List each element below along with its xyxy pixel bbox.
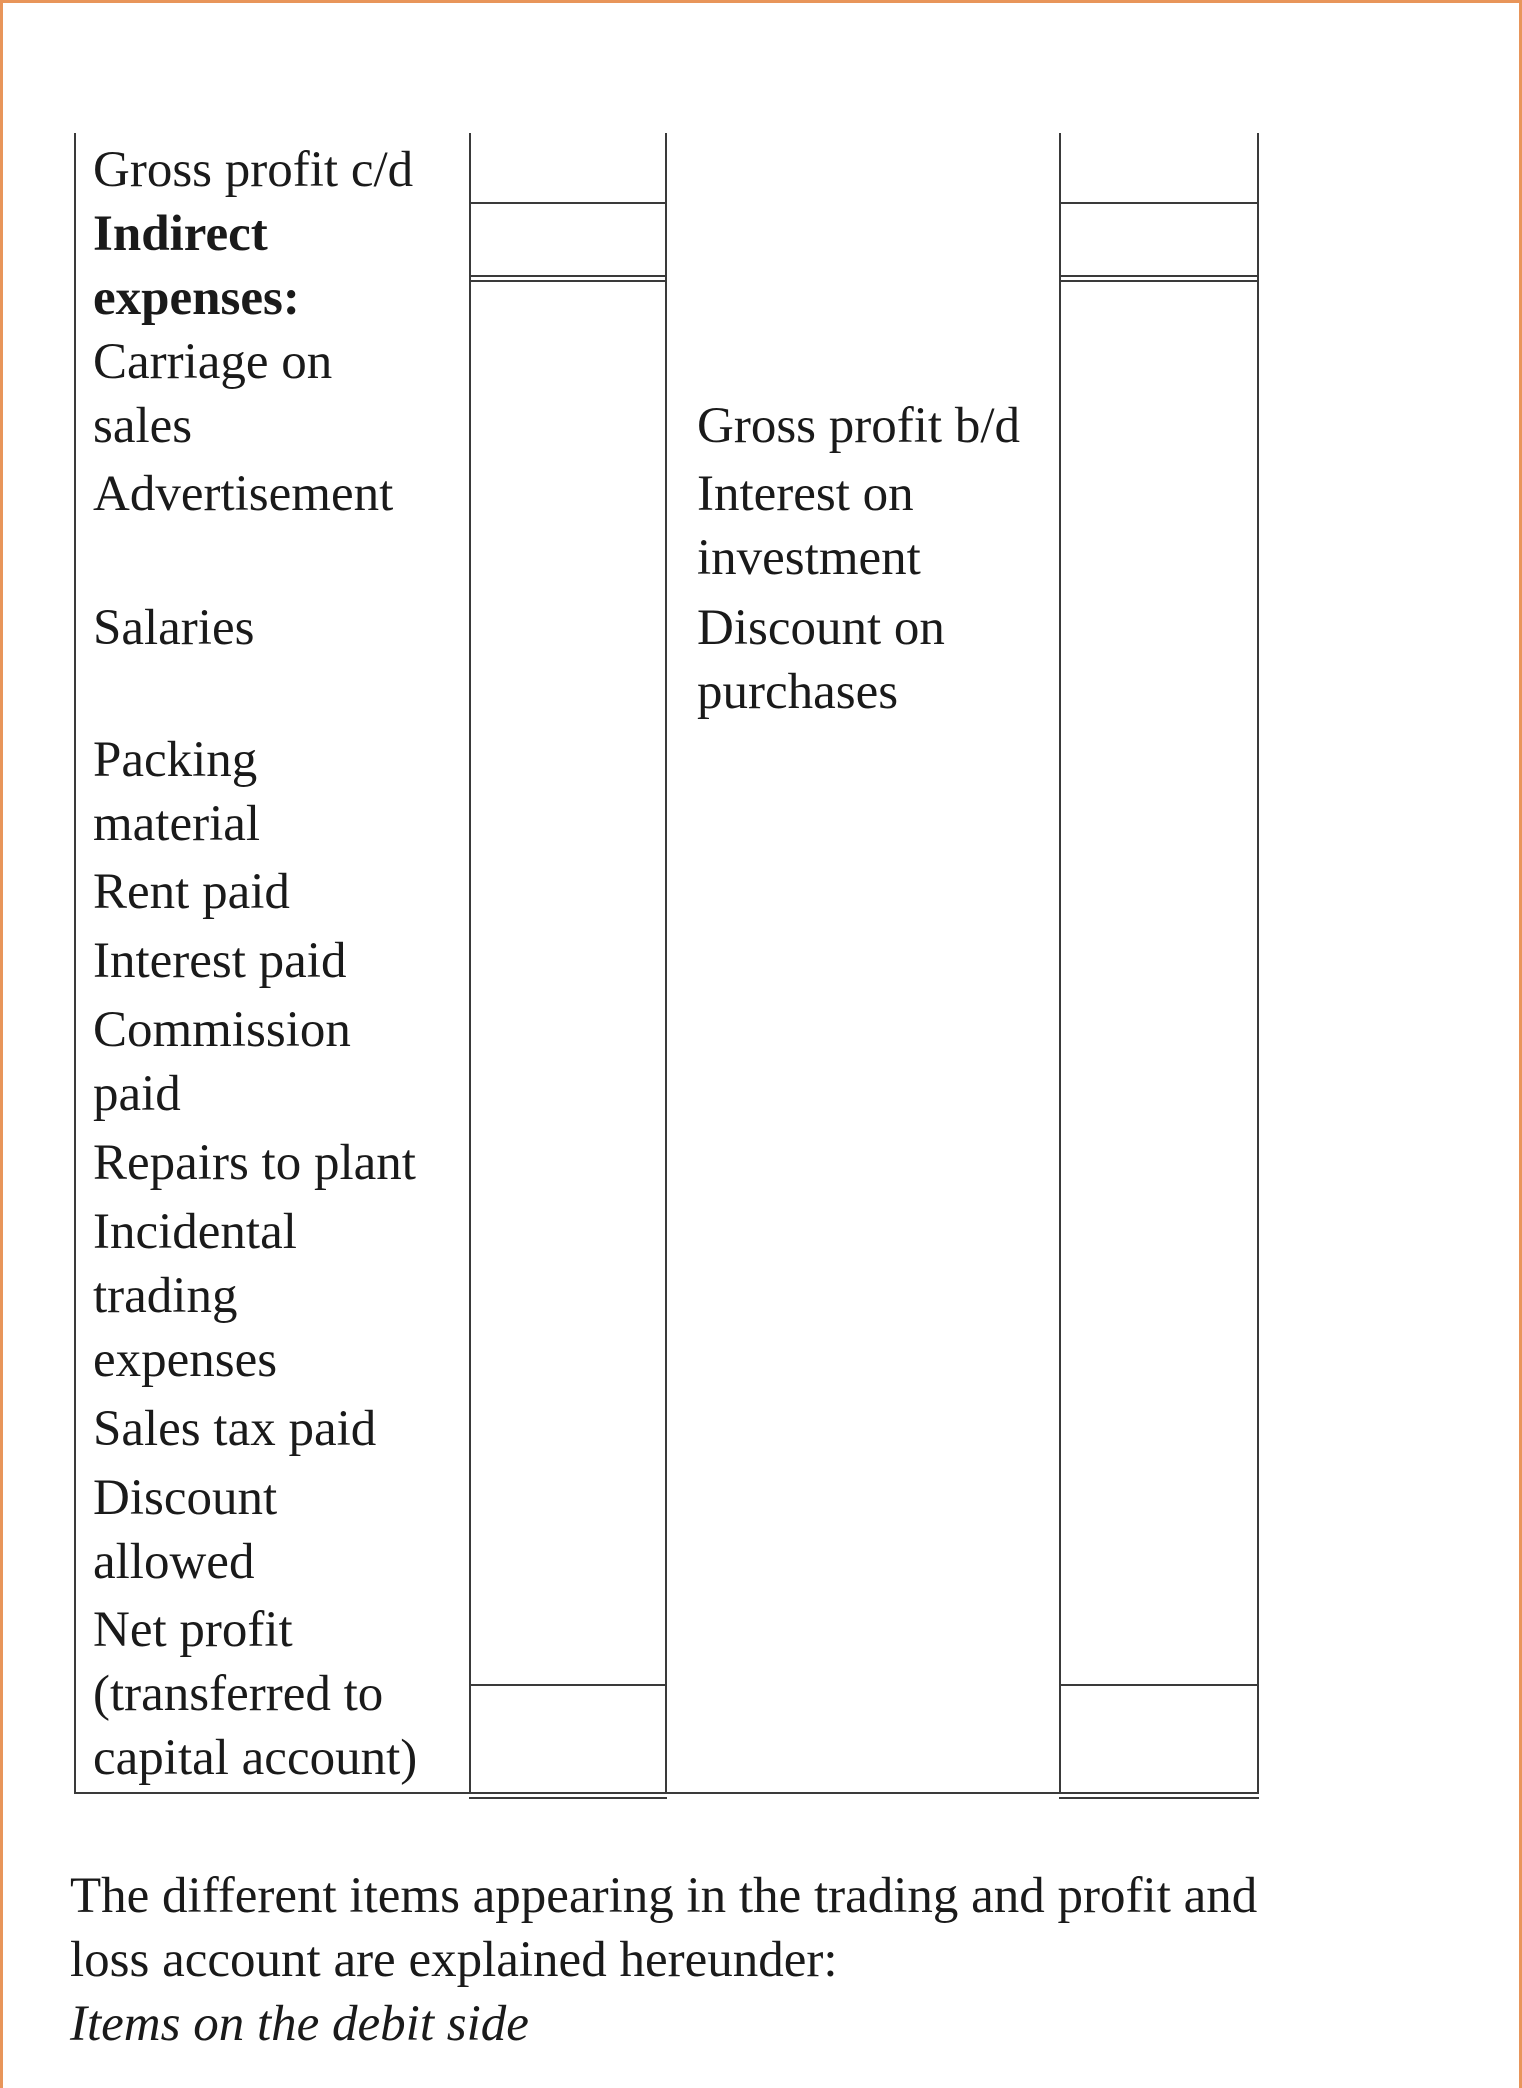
debit-item: paid — [93, 1066, 181, 1122]
debit-item: trading — [93, 1268, 238, 1324]
debit-net-profit-rule — [469, 1684, 667, 1686]
debit-closing-double-rule — [469, 1792, 667, 1799]
debit-item: (transferred to — [93, 1666, 384, 1722]
credit-particulars-bottom-rule — [665, 1792, 1059, 1794]
debit-item: Advertisement — [93, 466, 394, 522]
debit-item: Sales tax paid — [93, 1401, 377, 1457]
debit-item: Packing — [93, 732, 258, 788]
debit-item: Carriage on — [93, 334, 333, 390]
debit-item: Repairs to plant — [93, 1135, 416, 1191]
credit-item: Interest on — [697, 466, 914, 522]
table-bottom-rule — [74, 1792, 469, 1794]
debit-amount-column-right-rule — [665, 133, 667, 1794]
credit-item: Gross profit b/d — [697, 398, 1020, 454]
debit-total-double-rule — [469, 275, 667, 282]
debit-amount-column-left-rule — [469, 133, 471, 1794]
debit-item: sales — [93, 398, 193, 454]
explanation-line: loss account are explained hereunder: — [70, 1932, 838, 1988]
debit-section-heading: Indirect — [93, 206, 268, 262]
credit-item: purchases — [697, 664, 899, 720]
credit-amount-column-left-rule — [1059, 133, 1061, 1794]
credit-amount-column-right-rule — [1257, 133, 1259, 1794]
debit-item: capital account) — [93, 1730, 418, 1786]
explanation-line: The different items appearing in the trading and profit and — [70, 1868, 1258, 1924]
debit-item: Discount — [93, 1470, 278, 1526]
debit-item: allowed — [93, 1534, 255, 1590]
debit-item: Interest paid — [93, 933, 347, 989]
credit-item: Discount on — [697, 600, 945, 656]
section-subheading: Items on the debit side — [70, 1996, 529, 2052]
credit-net-profit-rule — [1059, 1684, 1259, 1686]
debit-item: Salaries — [93, 600, 255, 656]
credit-subtotal-rule — [1059, 202, 1259, 204]
debit-section-heading: expenses: — [93, 270, 300, 326]
debit-item: Commission — [93, 1002, 351, 1058]
debit-subtotal-rule — [469, 202, 667, 204]
debit-item: Rent paid — [93, 864, 290, 920]
debit-item: Net profit — [93, 1602, 293, 1658]
table-left-border — [74, 133, 76, 1794]
debit-item: Incidental — [93, 1204, 297, 1260]
credit-closing-double-rule — [1059, 1792, 1259, 1799]
debit-item: expenses — [93, 1332, 278, 1388]
credit-total-double-rule — [1059, 275, 1259, 282]
credit-item: investment — [697, 530, 921, 586]
debit-item: Gross profit c/d — [93, 142, 414, 198]
debit-item: material — [93, 796, 261, 852]
